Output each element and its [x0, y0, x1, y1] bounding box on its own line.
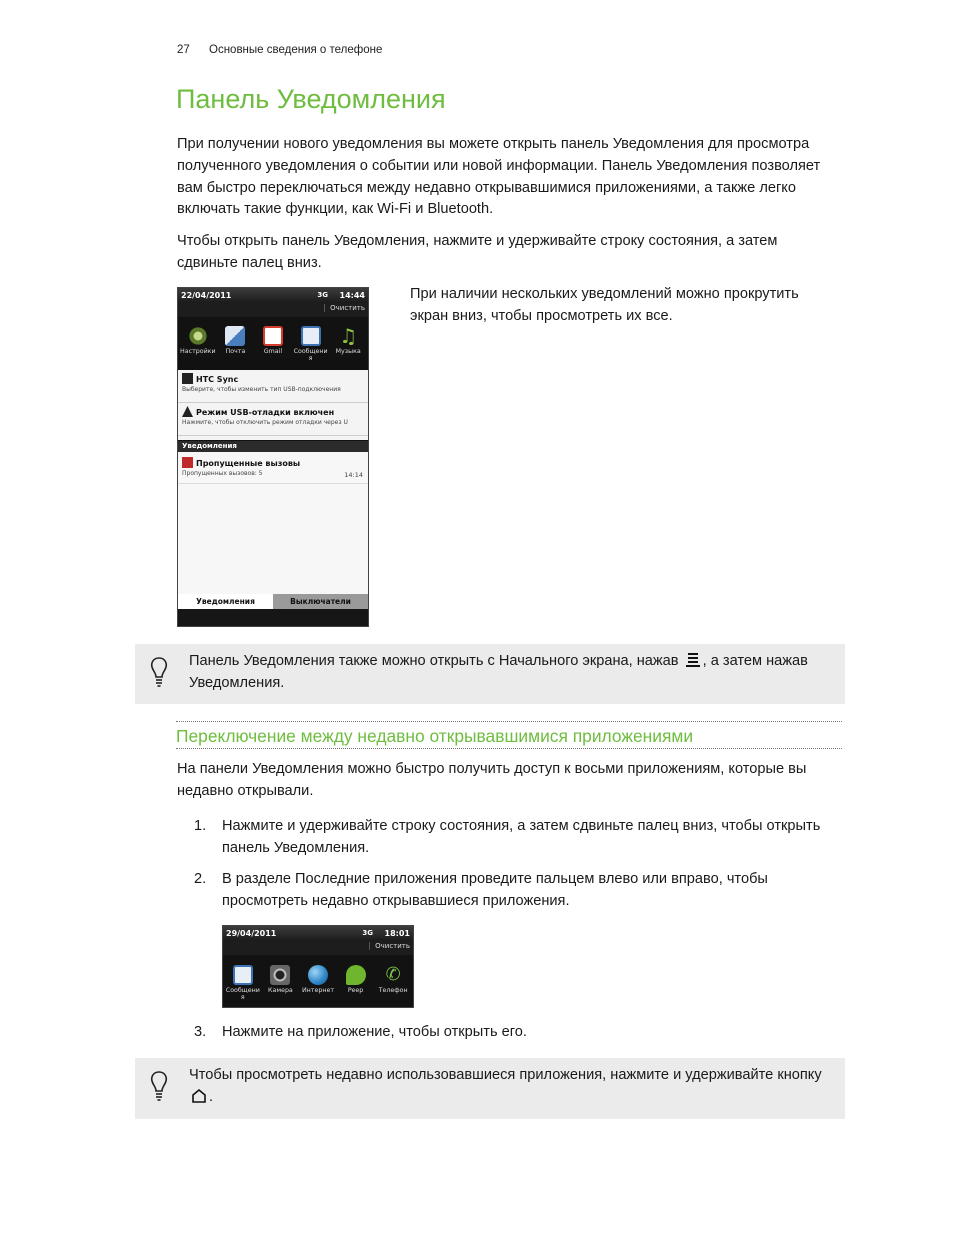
status-date: 22/04/2011	[181, 291, 232, 300]
mail-icon	[225, 326, 245, 346]
lightbulb-icon	[149, 1070, 169, 1104]
recent-apps	[223, 956, 413, 1008]
camera-icon	[270, 965, 290, 985]
app-peep	[338, 956, 374, 1008]
section-divider	[176, 721, 842, 722]
step-text: Нажмите и удерживайте строку состояния, а затем сдвиньте палец вниз, чтобы открыть панель Уведомления.	[222, 818, 821, 856]
menu-icon	[685, 652, 701, 668]
notification-detail: Выберите, чтобы изменить тип USB-подключения	[182, 386, 341, 393]
gmail-icon	[263, 326, 283, 346]
step-number: 3.	[194, 1024, 207, 1040]
status-time: 18:01	[384, 929, 410, 938]
clear-button: Очистить	[369, 942, 410, 950]
notification-detail: Нажмите, чтобы отключить режим отладки через U	[182, 419, 348, 426]
step-number: 1.	[194, 818, 207, 834]
page-title: Панель Уведомления	[176, 84, 446, 114]
network-indicator: 3G	[317, 291, 328, 299]
page-number: 27	[177, 44, 190, 56]
step-item	[194, 869, 842, 913]
step-number: 2.	[194, 871, 207, 887]
notifications-section-header: Уведомления	[178, 441, 368, 452]
panel-tabs	[178, 594, 368, 609]
usb-icon	[182, 373, 193, 384]
subsection-intro: На панели Уведомления можно быстро получить доступ к восьми приложениям, которые вы недавно открывали.	[177, 761, 807, 799]
lightbulb-icon	[149, 656, 169, 690]
app-settings	[180, 318, 216, 358]
clear-button: Очистить	[324, 304, 365, 312]
notification-time: 14:14	[344, 471, 363, 479]
messages-icon	[233, 965, 253, 985]
step-item	[194, 1022, 842, 1044]
tab-notifications: Уведомления	[178, 594, 273, 609]
notification-title: HTC Sync	[196, 375, 239, 384]
section-divider	[176, 748, 842, 749]
app-gmail	[255, 318, 291, 358]
notification-panel-screenshot	[177, 287, 369, 627]
step-text: Нажмите на приложение, чтобы открыть его.	[222, 1024, 527, 1040]
app-label: Почта	[225, 348, 246, 355]
app-label: Музыка	[335, 348, 361, 355]
app-label: Gmail	[263, 348, 283, 355]
bird-icon	[346, 965, 366, 985]
recent-apps-screenshot	[222, 925, 414, 1008]
app-phone	[375, 956, 411, 1008]
app-messages	[225, 956, 261, 1008]
app-internet	[300, 956, 336, 1008]
notification-title: Пропущенные вызовы	[196, 459, 301, 468]
status-bar	[178, 288, 368, 303]
notification-detail: Пропущенных вызовов: 5	[182, 470, 263, 477]
notification-list	[178, 452, 368, 594]
notification-usb-debug	[178, 403, 368, 436]
tip-box	[135, 1058, 845, 1119]
chapter-title: Основные сведения о телефоне	[209, 44, 383, 56]
missed-call-icon	[182, 457, 193, 468]
settings-icon	[188, 326, 208, 346]
status-time: 14:44	[339, 291, 365, 300]
subsection-title: Переключение между недавно открывавшимися приложениями	[176, 726, 694, 746]
app-label: Peep	[347, 987, 364, 994]
tip-box	[135, 644, 845, 704]
app-mail	[217, 318, 253, 358]
open-instruction: Чтобы открыть панель Уведомления, нажмите и удерживайте строку состояния, а затем сдвиньте палец вниз.	[177, 233, 778, 271]
app-camera	[262, 956, 298, 1008]
phone-icon: ✆	[385, 964, 401, 985]
step-item	[194, 816, 842, 860]
warning-icon	[182, 406, 193, 417]
status-date: 29/04/2011	[226, 929, 277, 938]
ongoing-notifications	[178, 370, 368, 440]
app-label: Настройки	[180, 348, 216, 355]
clear-row	[223, 941, 413, 955]
clear-row	[178, 303, 368, 317]
music-icon: ♫	[339, 324, 358, 348]
network-indicator: 3G	[362, 929, 373, 937]
notification-htc-sync	[178, 370, 368, 403]
panel-handle	[178, 609, 368, 627]
app-label: Телефон	[378, 987, 408, 994]
globe-icon	[308, 965, 328, 985]
notification-missed-calls	[178, 452, 368, 484]
tip-text: Чтобы просмотреть недавно использовавшиеся приложения, нажмите и удерживайте кнопку .	[189, 1067, 822, 1105]
app-label: Сообщени я	[293, 348, 328, 362]
app-label: Сообщени я	[225, 987, 260, 1001]
tip-text: Панель Уведомления также можно открыть с Начального экрана, нажав , а затем нажав Уведомления.	[189, 653, 808, 691]
recent-apps	[178, 318, 368, 362]
tab-switches: Выключатели	[273, 594, 368, 609]
status-bar	[223, 926, 413, 941]
scroll-note: При наличии нескольких уведомлений можно прокрутить экран вниз, чтобы просмотреть их все.	[410, 286, 799, 324]
app-music	[330, 318, 366, 358]
app-label: Камера	[267, 987, 293, 994]
step-text: В разделе Последние приложения проведите пальцем влево или вправо, чтобы просмотреть недавно открывавшиеся приложения.	[222, 871, 768, 909]
messages-icon	[301, 326, 321, 346]
notification-title: Режим USB-отладки включен	[196, 408, 335, 417]
intro-paragraph: При получении нового уведомления вы можете открыть панель Уведомления для просмотра полученного уведомления о событии или новой информации. Панель Уведомления позволяет вам быстро переключаться между недавно открывавшимися приложениями, а также легко включать такие функции, как Wi-Fi и Bluetooth.	[177, 136, 821, 218]
app-messages	[293, 318, 329, 362]
app-label: Интернет	[301, 987, 334, 994]
page-header	[177, 44, 382, 56]
home-icon	[191, 1088, 207, 1104]
